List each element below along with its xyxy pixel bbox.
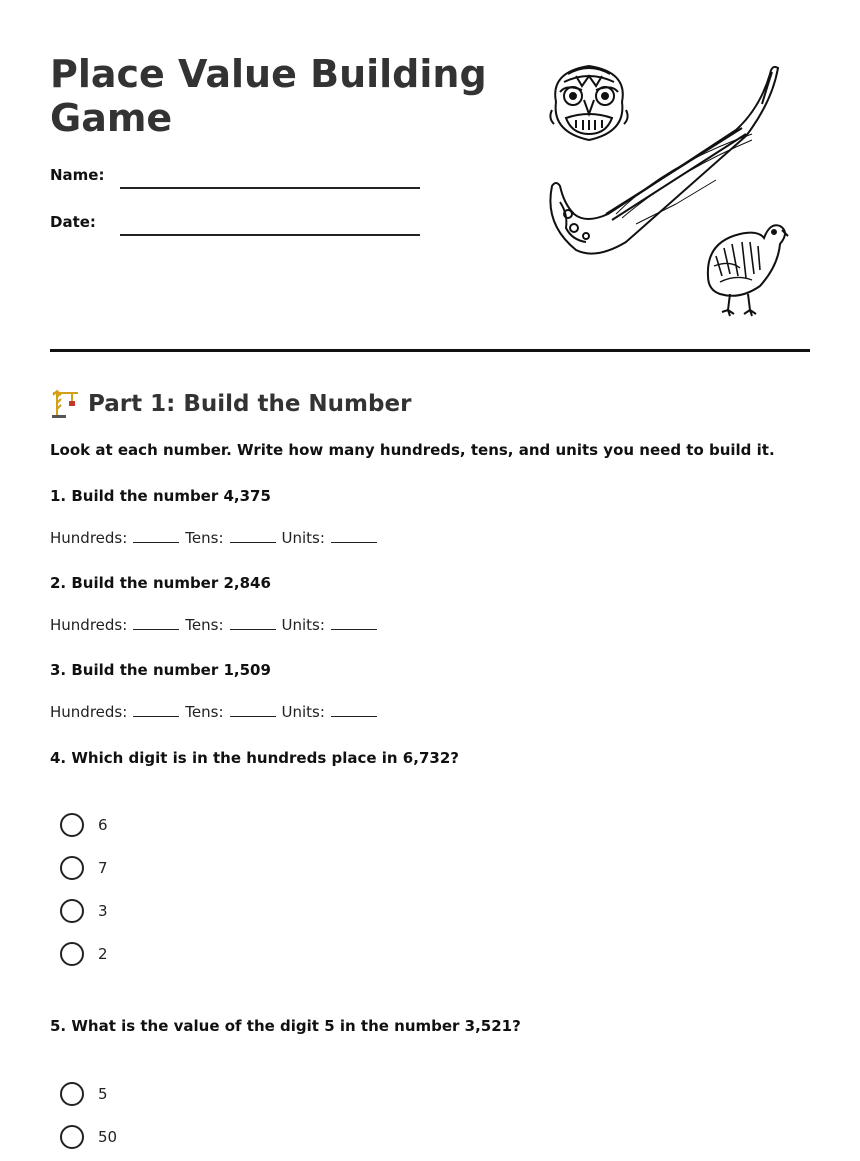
- part1-heading-text: Part 1: Build the Number: [88, 391, 412, 417]
- question-4-title: 4. Which digit is in the hundreds place in 6,732?: [50, 749, 459, 767]
- units-blank[interactable]: [331, 529, 377, 543]
- hundreds-blank[interactable]: [133, 703, 179, 717]
- units-blank[interactable]: [331, 616, 377, 630]
- name-label: Name:: [50, 166, 105, 184]
- question-5-option[interactable]: [60, 1081, 108, 1107]
- radio-button[interactable]: [60, 1125, 84, 1149]
- option-label: 6: [98, 816, 108, 834]
- tens-label: Tens:: [185, 616, 224, 634]
- units-label: Units:: [281, 529, 325, 547]
- units-label: Units:: [281, 703, 325, 721]
- section-divider: [50, 349, 810, 352]
- hundreds-label: Hundreds:: [50, 616, 128, 634]
- question-5-option[interactable]: [60, 1124, 117, 1150]
- hundreds-blank[interactable]: [133, 616, 179, 630]
- date-label: Date:: [50, 213, 96, 231]
- question-5-title: 5. What is the value of the digit 5 in the number 3,521?: [50, 1017, 521, 1035]
- radio-button[interactable]: [60, 856, 84, 880]
- hundreds-blank[interactable]: [133, 529, 179, 543]
- option-label: 2: [98, 945, 108, 963]
- units-blank[interactable]: [331, 703, 377, 717]
- option-label: 5: [98, 1085, 108, 1103]
- date-field[interactable]: [120, 234, 420, 236]
- part1-instructions: Look at each number. Write how many hundreds, tens, and units you need to build it.: [50, 441, 775, 459]
- question-2-title: 2. Build the number 2,846: [50, 574, 271, 592]
- radio-button[interactable]: [60, 942, 84, 966]
- units-label: Units:: [281, 616, 325, 634]
- question-4-option[interactable]: [60, 812, 108, 838]
- radio-button[interactable]: [60, 1082, 84, 1106]
- option-label: 50: [98, 1128, 118, 1146]
- question-4-option[interactable]: [60, 941, 108, 967]
- crane-icon: [50, 389, 80, 419]
- tens-blank[interactable]: [230, 616, 276, 630]
- radio-button[interactable]: [60, 899, 84, 923]
- question-1-answer-row: [50, 529, 379, 547]
- question-3-title: 3. Build the number 1,509: [50, 661, 271, 679]
- tens-label: Tens:: [185, 703, 224, 721]
- kiwi-bird-icon: [700, 216, 790, 320]
- name-field[interactable]: [120, 187, 420, 189]
- hundreds-label: Hundreds:: [50, 529, 128, 547]
- question-2-answer-row: [50, 616, 379, 634]
- question-3-answer-row: [50, 703, 379, 721]
- part1-heading: [50, 388, 411, 420]
- question-4-option[interactable]: [60, 855, 108, 881]
- radio-button[interactable]: [60, 813, 84, 837]
- option-label: 3: [98, 902, 108, 920]
- tens-blank[interactable]: [230, 529, 276, 543]
- hundreds-label: Hundreds:: [50, 703, 128, 721]
- option-label: 7: [98, 859, 108, 877]
- tens-label: Tens:: [185, 529, 224, 547]
- question-1-title: 1. Build the number 4,375: [50, 487, 271, 505]
- tens-blank[interactable]: [230, 703, 276, 717]
- question-4-option[interactable]: [60, 898, 108, 924]
- page-title: Place Value Building Game: [50, 52, 487, 140]
